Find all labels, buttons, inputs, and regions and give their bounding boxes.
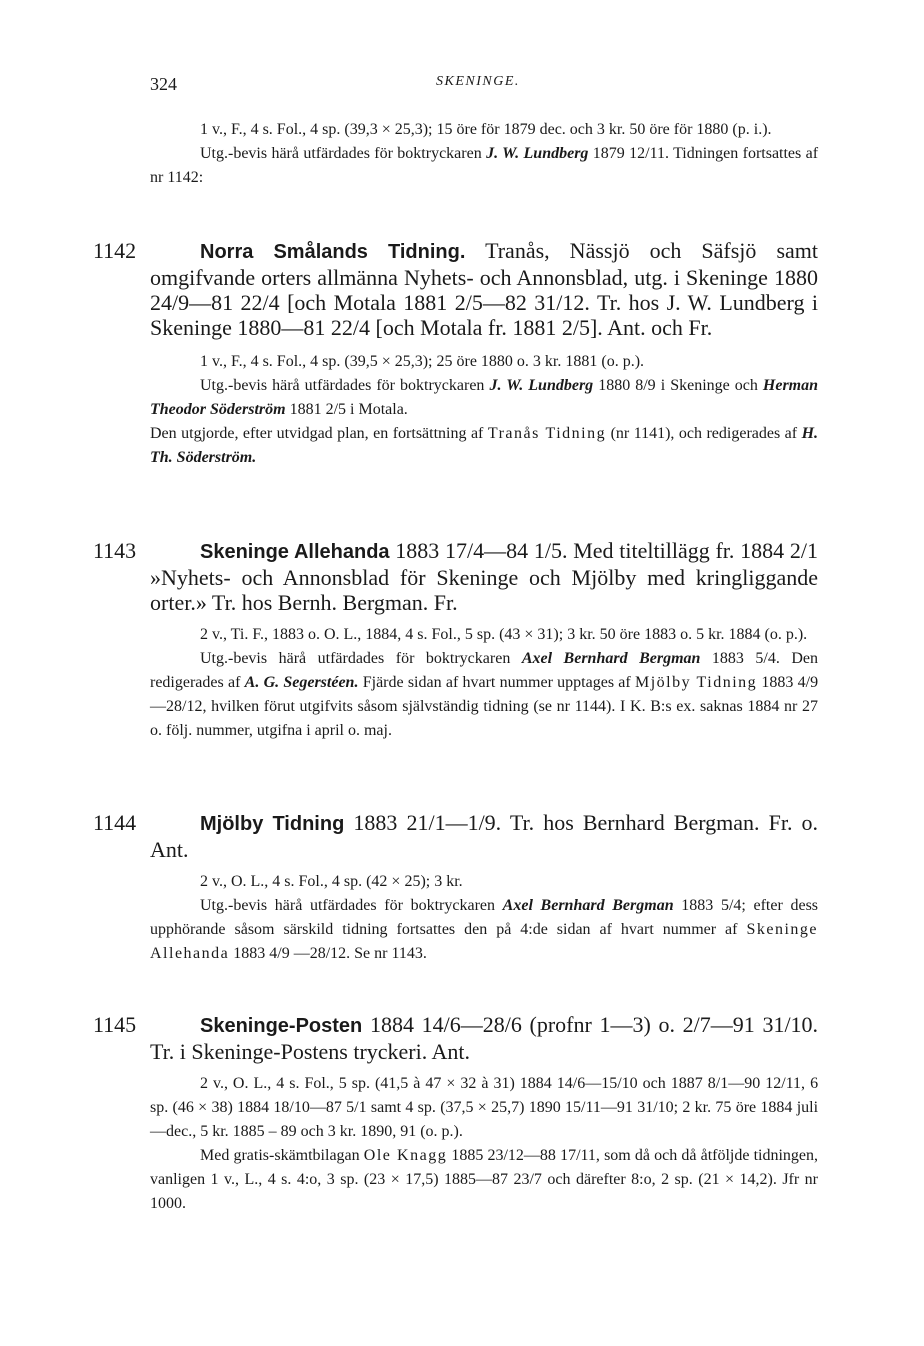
- entry-number: 1144: [93, 810, 137, 835]
- page-header: [0, 74, 924, 98]
- entry-number: 1143: [93, 538, 137, 563]
- newspaper-title: Skeninge Allehanda: [200, 541, 390, 563]
- newspaper-title: Skeninge-Posten: [200, 1015, 363, 1037]
- entry-number: 1145: [93, 1012, 137, 1037]
- entry-supplement: Med gratis-skämtbilagan Ole Knagg 1885 23/12—88 17/11, som då och då åtföljde tidningen, vanligen 1 v., L., 4 s. 4:o, 3 sp. (23 × 17,5) 1885—87 23/7 och därefter 8:o, 2 sp. (21 × 14,2). Jfr nr 1000.: [150, 1147, 819, 1212]
- entry-number: 1142: [93, 238, 137, 263]
- entry-format: 2 v., O. L., 4 s. Fol., 4 sp. (42 × 25); 3 kr.: [200, 873, 463, 890]
- entry-body: [150, 1012, 818, 1216]
- entry-title-paragraph: Skeninge-Posten 1884 14/6—28/6 (profnr 1—3) o. 2/7—91 31/10. Tr. i Skeninge-Postens tryckeri. Ant.: [150, 1012, 819, 1064]
- entry-body: [150, 238, 818, 470]
- prev-certificate-line: Utg.-bevis härå utfärdades för boktryckaren J. W. Lundberg 1879 12/11. Tidningen fortsattes af nr 1142:: [150, 145, 819, 186]
- entry-title-paragraph: Mjölby Tidning 1883 21/1—1/9. Tr. hos Bernhard Bergman. Fr. o. Ant.: [150, 810, 819, 862]
- entry-format: 1 v., F., 4 s. Fol., 4 sp. (39,5 × 25,3); 25 öre 1880 o. 3 kr. 1881 (o. p.).: [200, 353, 645, 370]
- entry-title-paragraph: Skeninge Allehanda 1883 17/4—84 1/5. Med titeltillägg fr. 1884 2/1 »Nyhets- och Annonsblad för Skeninge och Mjölby med kringliggande orter.» Tr. hos Bernh. Bergman. Fr.: [150, 538, 818, 615]
- entry-certificate: Utg.-bevis härå utfärdades för boktryckaren Axel Bernhard Bergman 1883 5/4; efter dess upphörande såsom särskild tidning fortsattes den på 4:de sidan af hvart nummer af Skeninge Allehanda 1883 4/9 —28/12. Se nr 1143.: [150, 897, 819, 962]
- entry-body: [150, 538, 818, 743]
- newspaper-title: Norra Smålands Tidning.: [200, 241, 466, 263]
- page-number: 324: [150, 74, 177, 94]
- entry-title-paragraph: Norra Smålands Tidning. Tranås, Nässjö och Säfsjö samt omgifvande orters allmänna Nyhets- och Annonsblad, utg. i Skeninge 1880 24/9—81 22/4 [och Motala 1881 2/5—82 31/12. Tr. hos J. W. Lundberg i Skeninge 1880—81 22/4 [och Motala fr. 1881 2/5]. Ant. och Fr.: [150, 238, 819, 340]
- entry-format: 2 v., Ti. F., 1883 o. O. L., 1884, 4 s. Fol., 5 sp. (43 × 31); 3 kr. 50 öre 1883 o. 5 kr. 1884 (o. p.).: [200, 626, 808, 643]
- entry-note: Den utgjorde, efter utvidgad plan, en fortsättning af Tranås Tidning (nr 1141), och redigerades af H. Th. Söderström.: [150, 425, 819, 466]
- entry-certificate: Utg.-bevis härå utfärdades för boktryckaren Axel Bernhard Bergman 1883 5/4. Den redigerades af A. G. Segerstéen. Fjärde sidan af hvart nummer upptages af Mjölby Tidning 1883 4/9—28/12, hvilken förut utgifvits såsom självständig tidning (se nr 1144). I K. B:s ex. saknas 1884 nr 27 o. följ. nummer, utgifna i april o. maj.: [150, 650, 819, 739]
- entry-format: 2 v., O. L., 4 s. Fol., 5 sp. (41,5 à 47 × 32 à 31) 1884 14/6—15/10 och 1887 8/1—90 12/11, 6 sp. (46 × 38) 1884 18/10—87 5/1 samt 4 sp. (37,5 × 25,7) 1890 15/11—91 31/10; 2 kr. 75 öre 1884 juli—dec., 5 kr. 1885 – 89 och 3 kr. 1890, 91 (o. p.).: [150, 1075, 819, 1140]
- running-head: SKENINGE.: [436, 74, 520, 89]
- previous-entry-continuation: [150, 118, 818, 190]
- newspaper-title: Mjölby Tidning: [200, 813, 345, 835]
- entry-body: [150, 810, 818, 966]
- prev-format-line: 1 v., F., 4 s. Fol., 4 sp. (39,3 × 25,3); 15 öre för 1879 dec. och 3 kr. 50 öre för 1880 (p. i.).: [200, 121, 772, 138]
- entry-certificate: Utg.-bevis härå utfärdades för boktryckaren J. W. Lundberg 1880 8/9 i Skeninge och Herman Theodor Söderström 1881 2/5 i Motala.: [150, 377, 819, 418]
